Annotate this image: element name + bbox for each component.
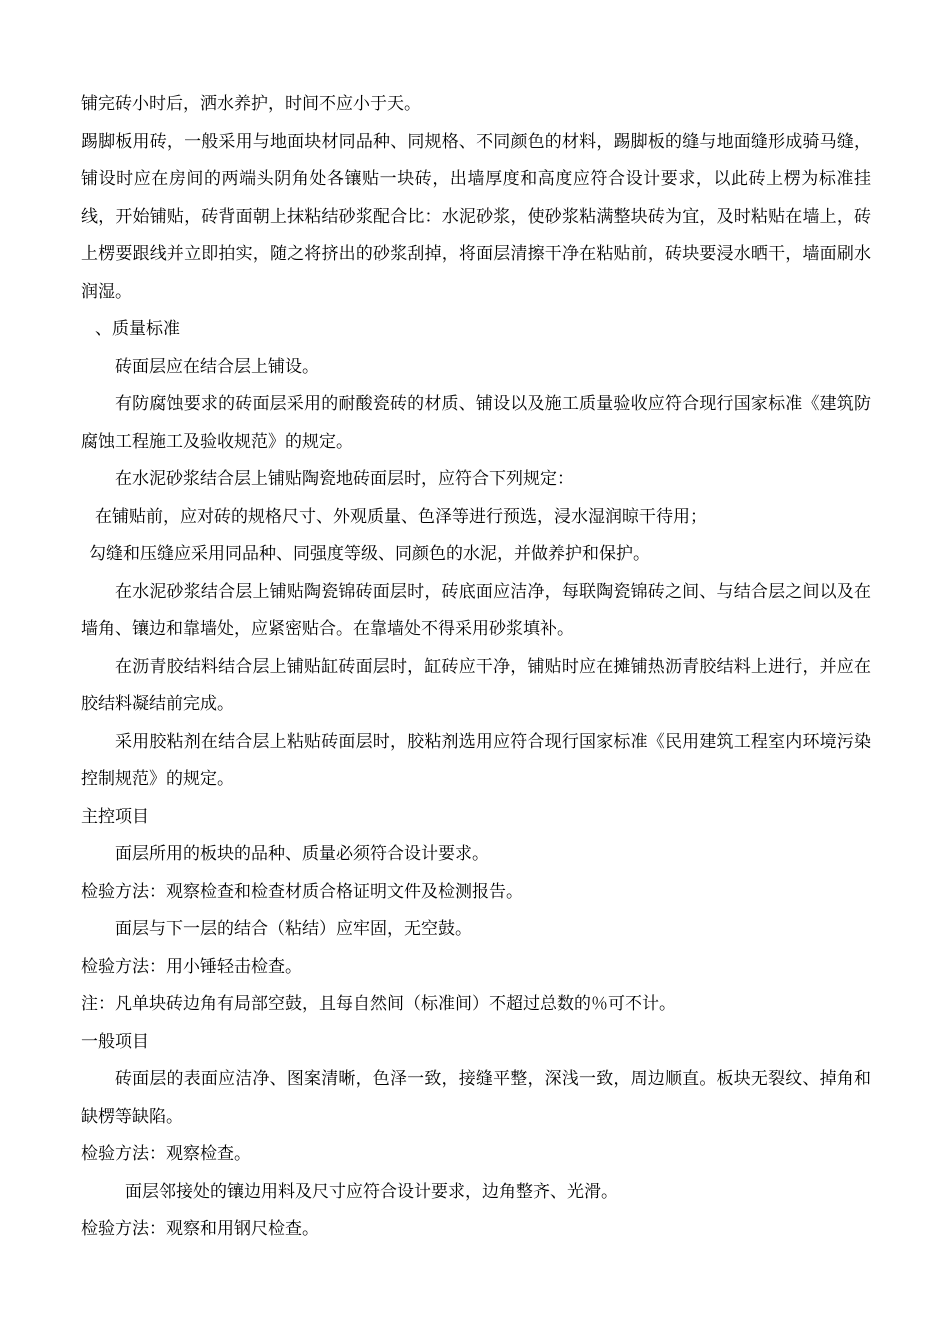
paragraph: 注：凡单块砖边角有局部空鼓，且每自然间（标准间）不超过总数的％可不计。 <box>81 994 676 1014</box>
paragraph: 主控项目 <box>81 806 149 827</box>
paragraph: 砖面层应在结合层上铺设。 <box>115 356 319 377</box>
paragraph: 勾缝和压缝应采用同品种、同强度等级、同颜色的水泥，并做养护和保护。 <box>89 544 650 564</box>
document-body <box>81 86 871 1249</box>
paragraph: 检验方法：观察检查和检查材质合格证明文件及检测报告。 <box>81 881 523 902</box>
paragraph: 在水泥砂浆结合层上铺贴陶瓷地砖面层时，应符合下列规定： <box>115 469 574 489</box>
paragraph: 在沥青胶结料结合层上铺贴缸砖面层时，缸砖应干净，铺贴时应在摊铺热沥青胶结料上进行，并应在胶结料凝结前完成。 <box>81 656 871 714</box>
paragraph: 采用胶粘剂在结合层上粘贴砖面层时，胶粘剂选用应符合现行国家标准《民用建筑工程室内环境污染控制规范》的规定。 <box>81 731 871 789</box>
paragraph: 检验方法：观察检查。 <box>81 1144 251 1164</box>
paragraph: 砖面层的表面应洁净、图案清晰，色泽一致，接缝平整，深浅一致，周边顺直。板块无裂纹、掉角和缺楞等缺陷。 <box>81 1069 871 1127</box>
paragraph: 一般项目 <box>81 1031 149 1052</box>
paragraph: 面层所用的板块的品种、质量必须符合设计要求。 <box>115 844 489 864</box>
paragraph: 有防腐蚀要求的砖面层采用的耐酸瓷砖的材质、铺设以及施工质量验收应符合现行国家标准《建筑防腐蚀工程施工及验收规范》的规定。 <box>81 394 871 452</box>
paragraph: 检验方法：用小锤轻击检查。 <box>81 956 302 977</box>
paragraph: 铺完砖小时后，洒水养护，时间不应小于天。 <box>81 94 421 114</box>
paragraph: 面层与下一层的结合（粘结）应牢固，无空鼓。 <box>115 919 472 939</box>
paragraph: 面层邻接处的镶边用料及尺寸应符合设计要求，边角整齐、光滑。 <box>125 1181 618 1202</box>
paragraph: 检验方法：观察和用钢尺检查。 <box>81 1219 319 1239</box>
paragraph: 在铺贴前，应对砖的规格尺寸、外观质量、色泽等进行预选，浸水湿润晾干待用； <box>95 506 707 527</box>
paragraph: 、质量标准 <box>95 319 180 339</box>
paragraph: 踢脚板用砖，一般采用与地面块材同品种、同规格、不同颜色的材料，踢脚板的缝与地面缝形成骑马缝，铺设时应在房间的两端头阴角处各镶贴一块砖，出墙厚度和高度应符合设计要求，以此砖上楞为标准挂线，开始铺贴，砖背面朝上抹粘结砂浆配合比：水泥砂浆，使砂浆粘满整块砖为宜，及时粘贴在墙上，砖上楞要跟线并立即拍实，随之将挤出的砂浆刮掉，将面层清擦干净在粘贴前，砖块要浸水晒干，墙面刷水润湿。 <box>81 131 871 302</box>
paragraph: 在水泥砂浆结合层上铺贴陶瓷锦砖面层时，砖底面应洁净，每联陶瓷锦砖之间、与结合层之间以及在墙角、镶边和靠墙处，应紧密贴合。在靠墙处不得采用砂浆填补。 <box>81 581 871 639</box>
